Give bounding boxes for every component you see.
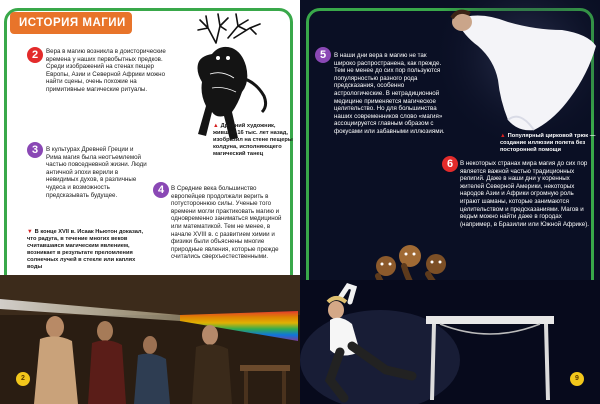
section-number-3: 3 bbox=[27, 142, 43, 158]
newton-painting bbox=[0, 275, 300, 404]
newton-caption: ▼ В конце XVII в. Исаак Ньютон доказал, что радуга, в течение многих веков считавшаяся магическим явлением, возникает в результате преломления солнечных лучей в стекле или каплях воды bbox=[27, 229, 144, 270]
page-number-left: 2 bbox=[16, 372, 30, 386]
section-6-text: В некоторых странах мира магия до сих пор является важной частью традиционных религий. Даже в наши дни у коренных жителей Северной Америки, некоторых народов Азии и Африки огромную роль играют шаманы, которые занимаются целительством и предсказаниями. Магов и ведьм можно найти даже в городах (например, в Бразилии или Южной Африке). bbox=[460, 160, 590, 228]
page-title: ИСТОРИЯ МАГИИ bbox=[10, 12, 132, 34]
levitation-performance-photo bbox=[300, 280, 600, 404]
section-3-text: В культурах Древней Греции и Рима магия была неотъемлемой частью повседневной жизни. Люди античной эпохи верили в невидимых духов, в различные чудеса и возможность предсказывать будущее. bbox=[46, 146, 147, 199]
triangle-marker-icon: ▲ bbox=[500, 133, 506, 139]
newton-scene bbox=[0, 275, 300, 404]
circus-caption: ▲ Популярный цирковой трюк — создание иллюзии полета без посторонней помощи bbox=[500, 133, 596, 153]
section-4-text: В Средние века большинство европейцев продолжали верить в потустороннюю силы. Ученые того времени могли практиковать магию и одновременно заниматься медициной или математикой. Тем не менее, в начале XVIII в. с развитием химии и физики были объяснены многие природные явления, которые прежде считались сверхъестественными. bbox=[171, 185, 282, 261]
triangle-marker-icon: ▼ bbox=[27, 229, 33, 235]
section-2-text: Вера в магию возникла в доисторические времена у наших первобытных предков. Среди изображений на стенах пещер Европы, Азии и Северной Африки можно найти сцены, очень похожие на примитивные магические ритуалы. bbox=[46, 48, 166, 93]
section-number-4: 4 bbox=[153, 182, 169, 198]
section-number-5: 5 bbox=[315, 47, 331, 63]
page-number-right: 9 bbox=[570, 372, 584, 386]
right-page bbox=[300, 0, 600, 404]
section-5-text: В наши дни вера в магию не так широко распространена, как прежде. Тем не менее до сих пор пользуются популярностью разного рода предсказания, особенно астрологические. В нетрадиционной медицине применяется магическое целительство. Но для большинства наших современников слово «магия» ассоциируется главным образом с фокусами или забавными иллюзиями. bbox=[334, 52, 445, 135]
cave-caption: ▲ Древний художник, живший 16 тыс. лет назад, изобразил на стене пещеры колдуна, исполняющего магический танец bbox=[213, 123, 293, 157]
section-number-2: 2 bbox=[27, 47, 43, 63]
triangle-marker-icon: ▲ bbox=[213, 123, 219, 129]
section-number-6: 6 bbox=[442, 156, 458, 172]
